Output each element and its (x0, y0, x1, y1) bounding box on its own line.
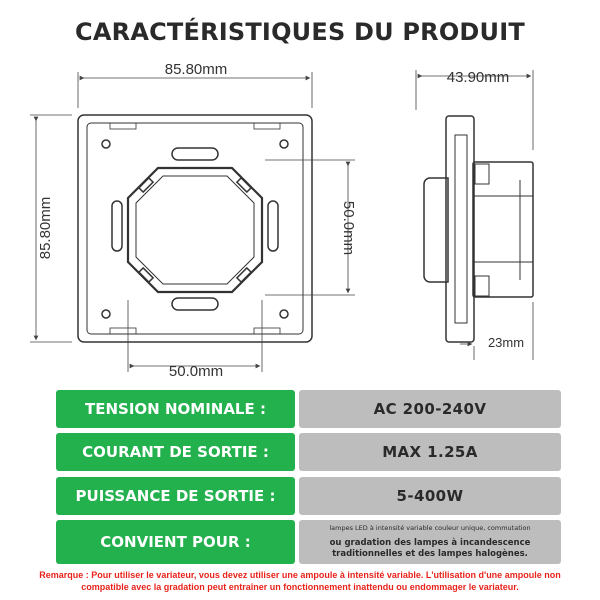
remark-line-2: compatible avec la gradation peut entraîner un fonctionnement inattendu ou endommager le variateur. (81, 581, 519, 592)
spec-row-voltage (56, 390, 561, 428)
side-view (424, 116, 533, 342)
front-width-label: 85.80mm (164, 61, 228, 78)
spec-label: TENSION NOMINALE : (56, 390, 295, 428)
spec-value (299, 520, 561, 564)
remark-line-1: Remarque : Pour utiliser le variateur, vous devez utiliser une ampoule à intensité variable. L'utilisation d'une ampoule non (39, 570, 561, 580)
page-title: CARACTÉRISTIQUES DU PRODUIT (75, 18, 525, 46)
suitable-line-1: ou gradation des lampes à incandescence (329, 538, 531, 548)
spec-value: 5-400W (299, 477, 561, 515)
spec-label: PUISSANCE DE SORTIE : (56, 477, 295, 515)
suitable-small-line: lampes LED à intensité variable couleur unique, commutation (329, 524, 531, 532)
side-inner-depth-label: 23mm (487, 335, 525, 350)
spec-value: MAX 1.25A (299, 433, 561, 471)
spec-row-current (56, 433, 561, 471)
spec-row-suitable (56, 520, 561, 564)
suitable-line-2: traditionnelles et des lampes halogènes. (332, 549, 528, 559)
spec-row-power (56, 477, 561, 515)
inner-height-label: 50.0mm (340, 200, 357, 256)
spec-label: COURANT DE SORTIE : (56, 433, 295, 471)
spec-value: AC 200-240V (299, 390, 561, 428)
front-height-label: 85.80mm (37, 196, 54, 260)
side-depth-label: 43.90mm (446, 69, 510, 86)
remark-note (6, 570, 594, 593)
spec-label: CONVIENT POUR : (56, 520, 295, 564)
inner-width-label: 50.0mm (168, 363, 224, 380)
front-view (78, 115, 312, 342)
